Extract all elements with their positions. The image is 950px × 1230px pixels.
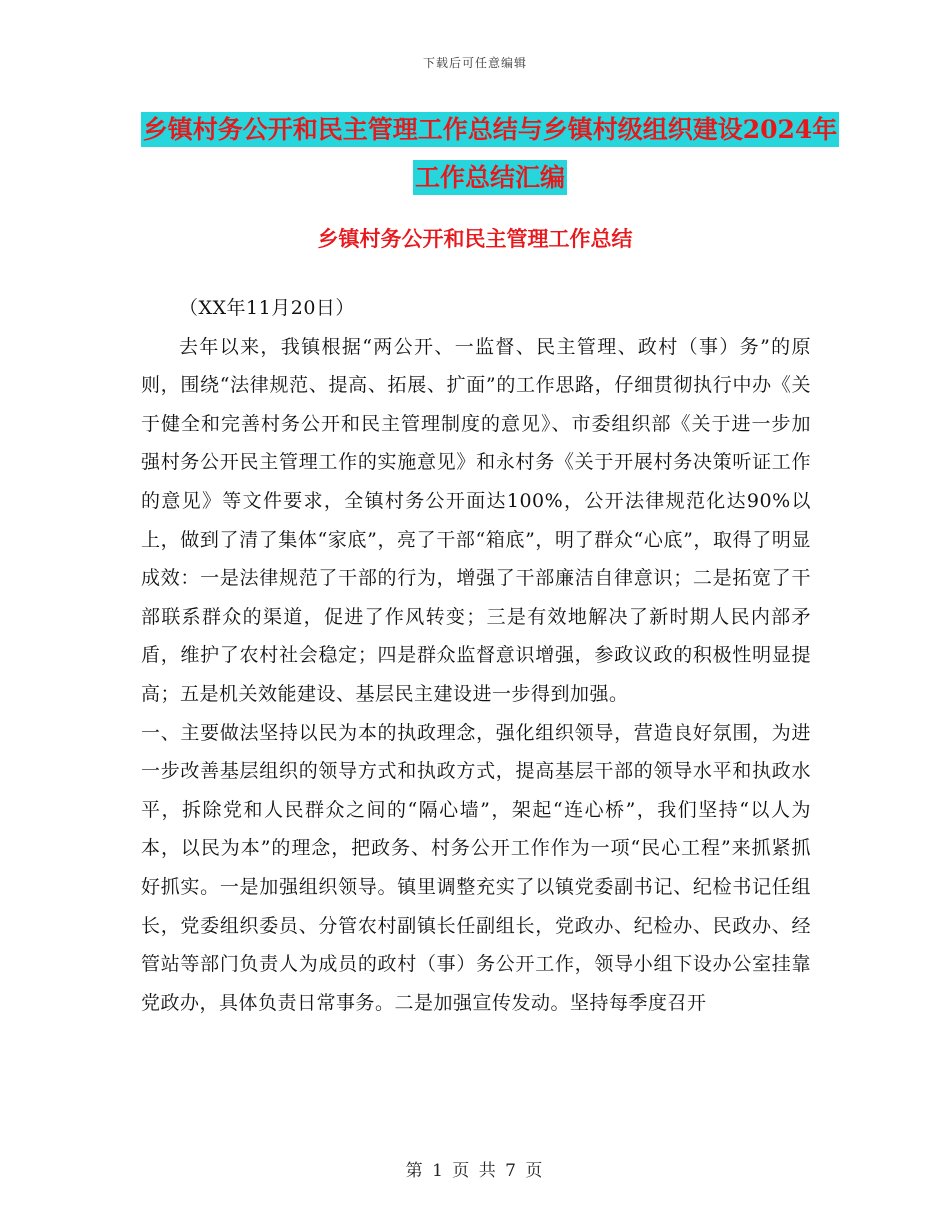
main-title-text: 乡镇村务公开和民主管理工作总结与乡镇村级组织建设2024年工作总结汇编	[141, 112, 840, 195]
page-number-footer: 第 1 页 共 7 页	[405, 1161, 545, 1181]
main-title	[140, 106, 840, 202]
header-note: 下载后可任意编辑	[422, 56, 527, 70]
section-title: 乡镇村务公开和民主管理工作总结	[317, 226, 633, 251]
date-line: （XX年11月20日）	[179, 297, 355, 319]
paragraph-intro: 去年以来，我镇根据“两公开、一监督、民主管理、政村（事）务”的原则，围绕“法律规范、提高、拓展、扩面”的工作思路，仔细贯彻执行中办《关于健全和完善村务公开和民主管理制度的意见》、市委组织部《关于进一步加强村务公开民主管理工作的实施意见》和永村务《关于开展村务决策听证工作的意见》等文件要求，全镇村务公开面达100%，公开法律规范化达90%以上，做到了清了集体“家底”，亮了干部“箱底”，明了群众“心底”，取得了明显成效：一是法律规范了干部的行为，增强了干部廉洁自律意识；二是拓宽了干部联系群众的渠道，促进了作风转变；三是有效地解决了新时期人民内部矛盾，维护了农村社会稳定；四是群众监督意识增强，参政议政的积极性明显提高；五是机关效能建设、基层民主建设进一步得到加强。	[141, 335, 811, 705]
paragraph-main-practices: 一、主要做法坚持以民为本的执政理念，强化组织领导，营造良好氛围，为进一步改善基层组织的领导方式和执政方式，提高基层干部的领导水平和执政水平，拆除党和人民群众之间的“隔心墙”，架起“连心桥”，我们坚持“以人为本，以民为本”的理念，把政务、村务公开工作作为一项“民心工程”来抓紧抓好抓实。一是加强组织领导。镇里调整充实了以镇党委副书记、纪检书记任组长，党委组织委员、分管农村副镇长任副组长，党政办、纪检办、民政办、经管站等部门负责人为成员的政村（事）务公开工作，领导小组下设办公室挂靠党政办，具体负责日常事务。二是加强宣传发动。坚持每季度召开	[141, 721, 811, 1014]
body-text	[141, 289, 811, 1022]
